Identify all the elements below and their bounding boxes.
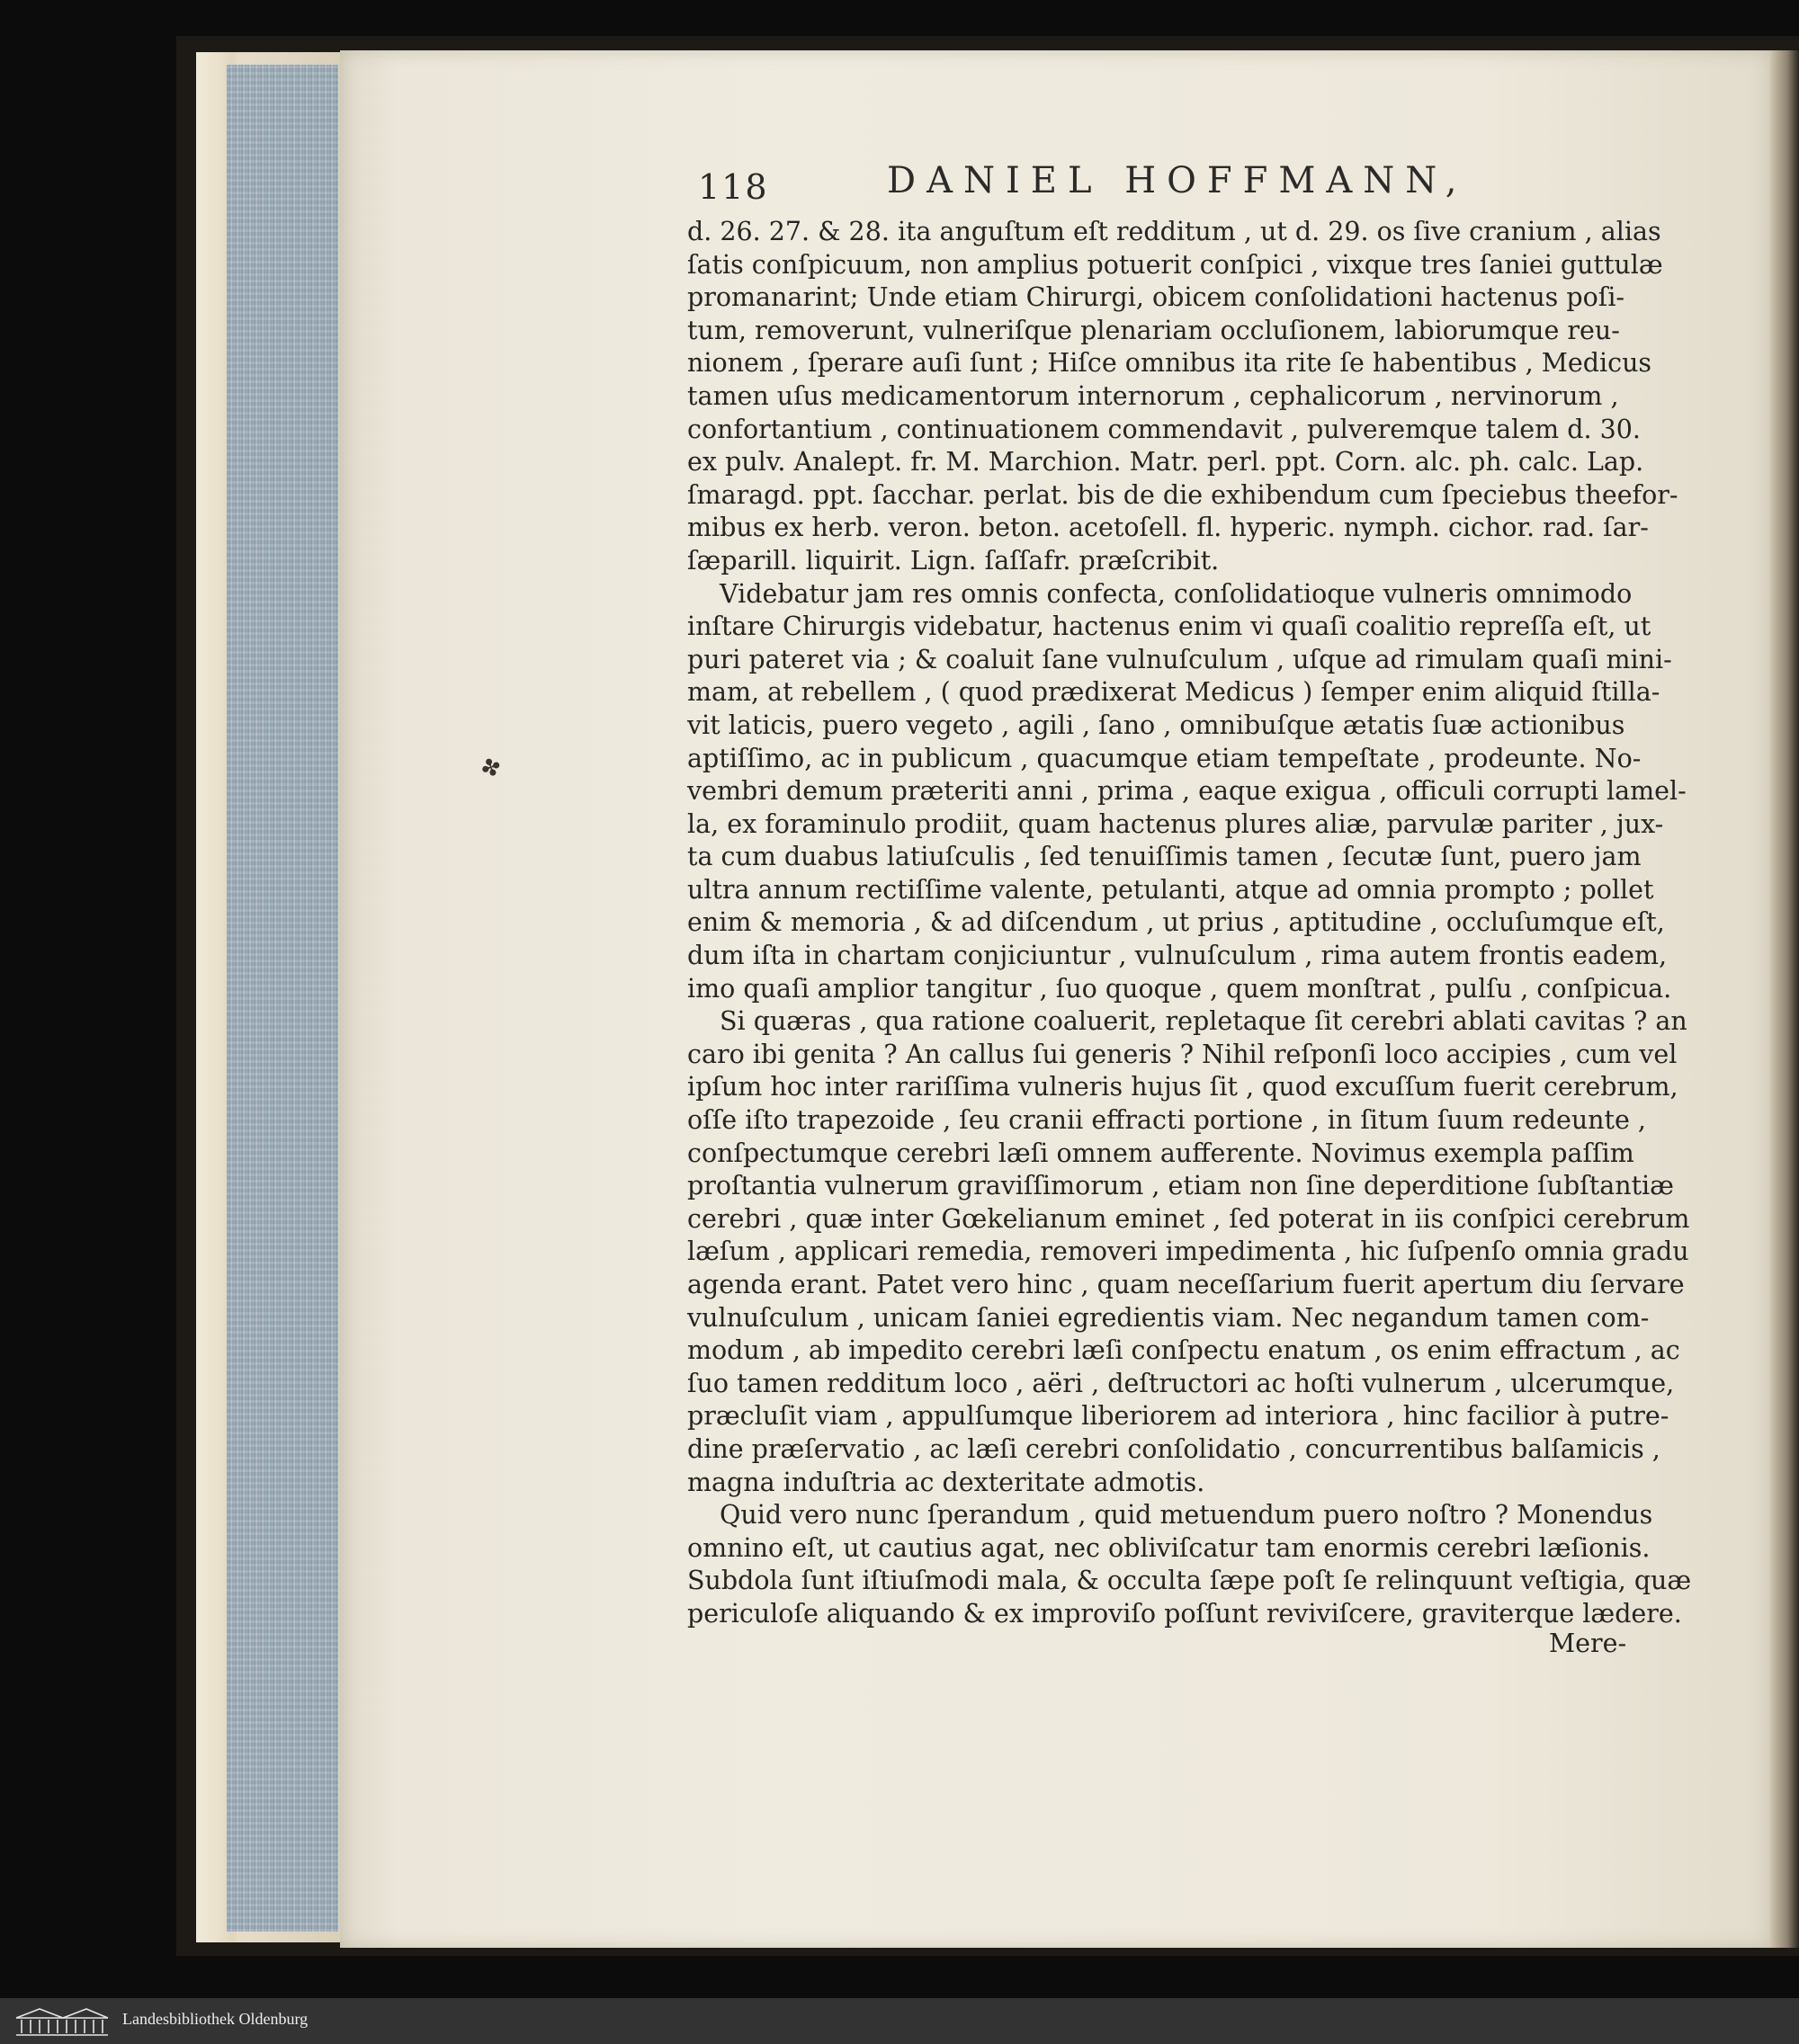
text-line: conſpectumque cerebri læſi omnem aufferente. Novimus exempla paſſim bbox=[687, 1138, 1634, 1168]
marbled-fore-edge bbox=[227, 65, 338, 1932]
running-head: DANIEL HOFFMANN, bbox=[887, 160, 1468, 201]
text-line: ſæparill. liquirit. Lign. ſaſſafr. præſcribit. bbox=[687, 545, 1220, 576]
book-gutter bbox=[1770, 50, 1799, 1948]
body-text bbox=[687, 216, 1692, 1631]
text-line: agenda erant. Patet vero hinc , quam neceſſarium fuerit apertum diu ſervare bbox=[687, 1270, 1685, 1299]
text-line: dum iſta in chartam conjiciuntur , vulnuſculum , rima autem frontis eadem, bbox=[687, 941, 1668, 971]
text-line: la, ex foraminulo prodiit, quam hactenus plures aliæ, parvulæ pariter , jux- bbox=[687, 808, 1664, 839]
catchword: Mere- bbox=[1549, 1629, 1627, 1658]
text-line: enim & memoria , & ad diſcendum , ut prius , aptitudine , occluſumque eſt, bbox=[687, 907, 1665, 938]
text-line: ta cum duabus latiuſculis , ſed tenuiſſimis tamen , ſecutæ ſunt, puero jam bbox=[687, 842, 1642, 872]
text-line: vit laticis, puero vegeto , agili , ſano , omnibuſque ætatis ſuæ actionibus bbox=[687, 710, 1625, 740]
text-line: præcluſit viam , appulſumque liberiorem ad interiora , hinc facilior à putre- bbox=[687, 1401, 1669, 1432]
text-line: aptiſſimo, ac in publicum , quacumque etiam tempeſtate , prodeunte. No- bbox=[687, 743, 1642, 773]
text-line: ſuo tamen redditum loco , aëri , deſtructori ac hoſti vulnerum , ulcerumque, bbox=[687, 1368, 1675, 1398]
text-line: caro ibi genita ? An callus ſui generis ? Nihil reſponſi loco accipies , cum vel bbox=[687, 1039, 1678, 1069]
text-line: magna induſtria ac dexteritate admotis. bbox=[687, 1467, 1205, 1497]
text-line: promanarint; Unde etiam Chirurgi, obicem conſolidationi hactenus poſi- bbox=[687, 282, 1625, 313]
text-line: vulnuſculum , unicam ſaniei egredientis viam. Nec negandum tamen com- bbox=[687, 1302, 1650, 1333]
text-line: ſatis conſpicuum, non amplius potuerit conſpici , vixque tres ſaniei guttulæ bbox=[687, 249, 1663, 280]
text-line: mam, at rebellem , ( quod prædixerat Medicus ) ſemper enim aliquid ſtilla- bbox=[687, 677, 1660, 708]
text-line: nionem , ſperare auſi ſunt ; Hiſce omnibus ita rite ſe habentibus , Medicus bbox=[687, 348, 1652, 379]
text-line: confortantium , continuationem commendavit , pulveremque talem d. 30. bbox=[687, 414, 1641, 444]
text-line: Videbatur jam res omnis confecta, conſolidatioque vulneris omnimodo bbox=[720, 578, 1633, 609]
text-line: dine præſervatio , ac læſi cerebri conſolidatio , concurrentibus balſamicis , bbox=[687, 1433, 1660, 1464]
text-line: Quid vero nunc ſperandum , quid metuendum puero noſtro ? Monendus bbox=[720, 1500, 1653, 1531]
page-header bbox=[698, 160, 1633, 214]
text-line: omnino eſt, ut cautius agat, nec obliviſcatur tam enormis cerebri læſionis. bbox=[687, 1532, 1651, 1563]
text-line: Subdola ſunt iſtiuſmodi mala, & occulta ſæpe poſt ſe relinquunt veſtigia, quæ bbox=[687, 1566, 1692, 1596]
text-line: læſum , applicari remedia, removeri impedimenta , hic ſuſpenſo omnia gradu bbox=[687, 1236, 1689, 1267]
text-line: imo quaſi amplior tangitur , ſuo quoque , quem monſtrat , pulſu , conſpicua. bbox=[687, 973, 1672, 1004]
text-line: d. 26. 27. & 28. ita anguſtum eſt redditum , ut d. 29. os ſive cranium , alias bbox=[687, 217, 1661, 246]
library-building-icon bbox=[13, 2005, 112, 2038]
text-line: tamen uſus medicamentorum internorum , cephalicorum , nervinorum , bbox=[687, 380, 1619, 411]
ink-blot-mark: ✤ bbox=[477, 752, 506, 785]
text-line: mibus ex herb. veron. beton. acetoſell. fl. hyperic. nymph. cichor. rad. ſar- bbox=[687, 513, 1649, 543]
text-line: proſtantia vulnerum graviſſimorum , etiam non ſine deperditione ſubſtantiæ bbox=[687, 1171, 1674, 1201]
text-line: inſtare Chirurgis videbatur, hactenus enim vi quaſi coalitio repreſſa eſt, ut bbox=[687, 611, 1651, 642]
footer-bar bbox=[0, 1998, 1799, 2044]
text-line: periculoſe aliquando & ex improviſo poſſunt reviviſcere, graviterque lædere. bbox=[687, 1598, 1682, 1629]
text-line: oſſe iſto trapezoide , ſeu cranii effracti portione , in ſitum ſuum redeunte , bbox=[687, 1105, 1646, 1136]
text-line: puri pateret via ; & coaluit ſane vulnuſculum , uſque ad rimulam quaſi mini- bbox=[687, 644, 1672, 674]
text-line: ipſum hoc inter rariſſima vulneris hujus ſit , quod excuſſum fuerit cerebrum, bbox=[687, 1072, 1678, 1102]
text-line: ultra annum rectiſſime valente, petulanti, atque ad omnia prompto ; pollet bbox=[687, 874, 1654, 905]
text-line: Si quæras , qua ratione coaluerit, repletaque ſit cerebri ablati cavitas ? an bbox=[720, 1006, 1687, 1037]
text-line: tum, removerunt, vulneriſque plenariam occluſionem, labiorumque reu- bbox=[687, 315, 1620, 345]
text-line: ſmaragd. ppt. ſacchar. perlat. bis de die exhibendum cum ſpeciebus theefor- bbox=[687, 479, 1678, 510]
text-line: cerebri , quæ inter Gœkelianum eminet , ſed poterat in iis conſpici cerebrum bbox=[687, 1203, 1690, 1234]
page-number: 118 bbox=[698, 167, 769, 207]
library-name: Landesbibliothek Oldenburg bbox=[122, 2010, 309, 2028]
text-line: ex pulv. Analept. fr. M. Marchion. Matr. perl. ppt. Corn. alc. ph. calc. Lap. bbox=[687, 447, 1644, 478]
text-line: vembri demum præteriti anni , prima , eaque exigua , officuli corrupti lamel- bbox=[687, 776, 1687, 807]
text-line: modum , ab impedito cerebri læſi conſpectu enatum , os enim effractum , ac bbox=[687, 1335, 1680, 1366]
